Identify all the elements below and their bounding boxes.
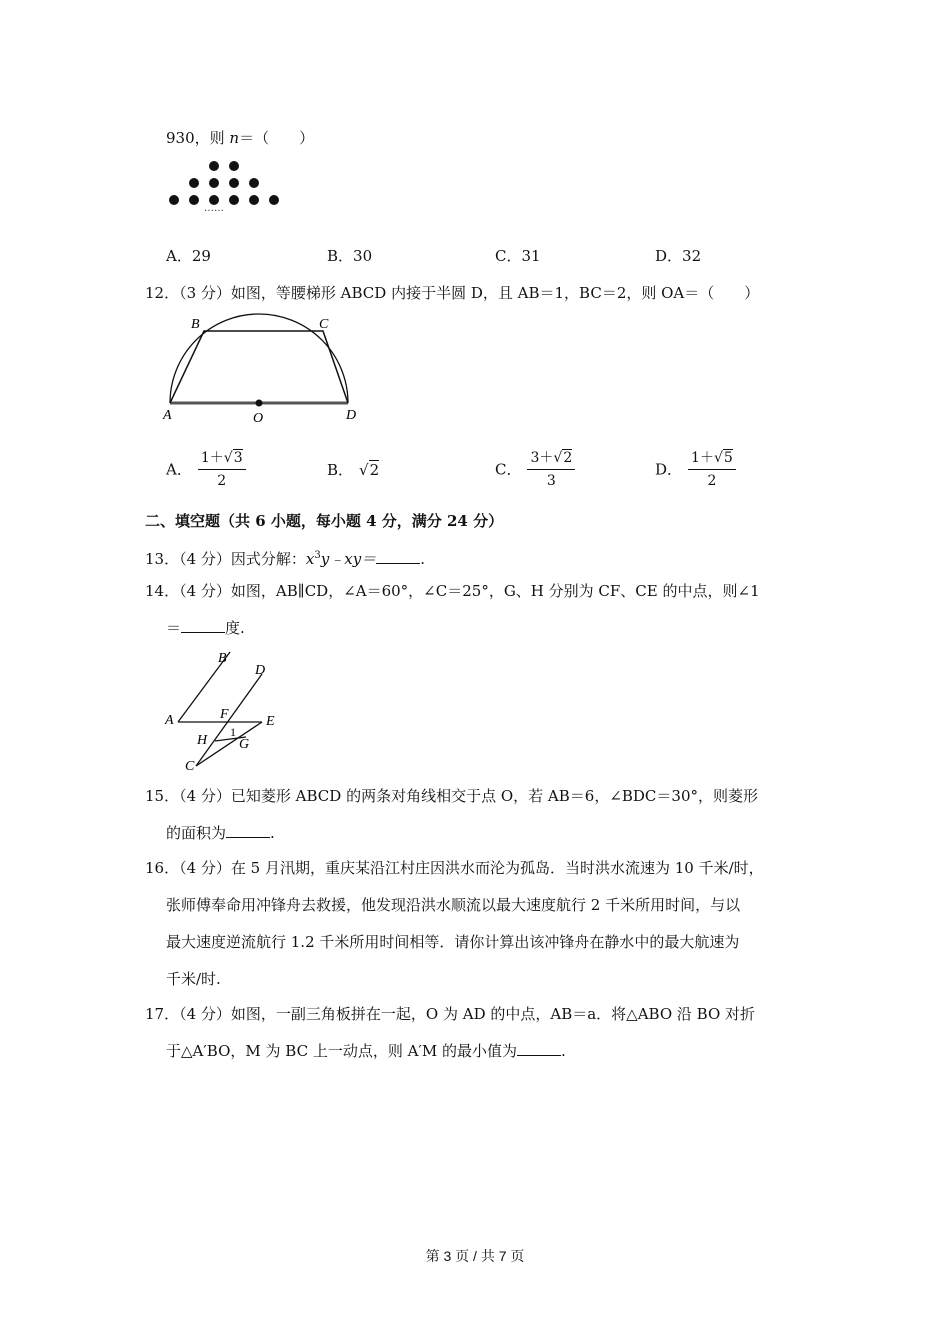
q14-label-g: G <box>239 737 250 752</box>
q15-answer-blank[interactable] <box>226 823 270 838</box>
q17-stem: 17．（4 分）如图，一副三角板拼在一起，O 为 AD 的中点，AB＝a．将△ABO 沿 BO 对折 <box>145 1005 756 1023</box>
page-footer: 第 3 页 / 共 7 页 <box>425 1248 525 1264</box>
q12-trapezoid-semicircle-figure <box>160 306 370 428</box>
q14-stem-line2: ＝ 度. <box>166 619 245 637</box>
q12-option-a[interactable]: A． $\frac{1+√3}{2}$ <box>166 448 246 491</box>
q14-answer-blank[interactable] <box>181 618 225 633</box>
q12-option-d[interactable]: D． $\frac{1+√5}{2}$ <box>655 448 736 491</box>
q14-label-a: A <box>165 713 174 728</box>
q12-label-o: O <box>253 411 264 426</box>
q16-stem-line2: 张师傅奉命用冲锋舟去救援，他发现沿洪水顺流以最大速度航行 2 千米所用时间，与以 <box>166 896 741 914</box>
q11-option-a[interactable]: A．29 <box>166 247 211 265</box>
q12-label-a: A <box>163 408 172 423</box>
q14-label-d: D <box>255 663 266 678</box>
q17-stem-line2: 于△A′BO，M 为 BC 上一动点，则 A′M 的最小值为 . <box>166 1042 566 1060</box>
q11-dot-pattern-figure <box>164 156 288 220</box>
q12-option-c[interactable]: C． $\frac{3+√2}{3}$ <box>495 448 575 491</box>
q14-stem: 14．（4 分）如图，AB∥CD，∠A＝60°，∠C＝25°，G、H 分别为 CF、CE 的中点，则∠1 <box>145 582 760 600</box>
q16-stem-line1: 16．（4 分）在 5 月汛期，重庆某沿江村庄因洪水而沦为孤岛．当时洪水流速为 10 千米/时， <box>145 859 764 877</box>
q14-label-e: E <box>266 714 275 729</box>
q17-answer-blank[interactable] <box>517 1041 561 1056</box>
q11-option-c[interactable]: C．31 <box>495 247 541 265</box>
q14-parallel-lines-figure <box>160 644 290 774</box>
section-2-heading: 二、填空题（共 6 小题，每小题 4 分，满分 24 分） <box>145 512 504 530</box>
q14-label-b: B <box>218 651 227 666</box>
q16-stem-line4: 千米/时. <box>166 970 221 988</box>
q13-answer-blank[interactable] <box>376 549 420 564</box>
q15-stem-line2: 的面积为 . <box>166 824 275 842</box>
q14-label-h: H <box>197 733 208 748</box>
q11-stem-tail: 930，则 n＝（ ） <box>166 129 315 147</box>
q14-label-c: C <box>185 759 195 774</box>
q14-label-f: F <box>220 707 229 722</box>
q12-label-d: D <box>346 408 357 423</box>
q12-stem: 12．（3 分）如图，等腰梯形 ABCD 内接于半圆 D，且 AB＝1，BC＝2，则 OA＝（ ） <box>145 284 760 302</box>
q11-option-d[interactable]: D．32 <box>655 247 702 265</box>
q12-option-b[interactable]: B． √2 <box>327 461 380 479</box>
q15-stem: 15．（4 分）已知菱形 ABCD 的两条对角线相交于点 O，若 AB＝6，∠BDC＝30°，则菱形 <box>145 787 758 805</box>
q13-stem: 13．（4 分）因式分解：$x^3y﹣xy=$ . <box>145 550 425 568</box>
q11-dots-ellipsis: …… <box>204 203 224 214</box>
q11-option-b[interactable]: B．30 <box>327 247 373 265</box>
q16-stem-line3: 最大速度逆流航行 1.2 千米所用时间相等．请你计算出该冲锋舟在静水中的最大航速为 <box>166 933 740 951</box>
q12-label-c: C <box>319 317 329 332</box>
q14-label-angle-1: 1 <box>230 725 236 739</box>
q12-label-b: B <box>191 317 200 332</box>
